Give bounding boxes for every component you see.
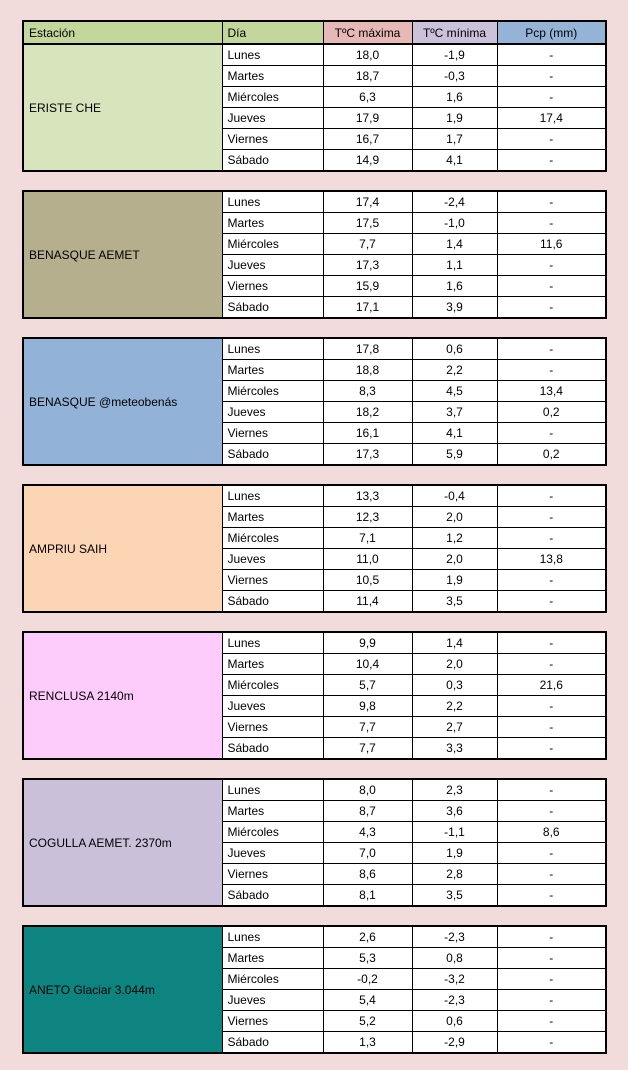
day-cell: Lunes	[222, 191, 323, 213]
pcp-cell: -	[497, 255, 606, 276]
day-cell: Sábado	[222, 297, 323, 319]
pcp-cell: -	[497, 423, 606, 444]
pcp-cell: -	[497, 738, 606, 760]
tmax-cell: 18,0	[323, 44, 412, 66]
station-name: COGULLA AEMET. 2370m	[23, 779, 222, 906]
station-table-ampriu-saih	[22, 484, 607, 613]
day-cell: Viernes	[222, 129, 323, 150]
table-row	[23, 44, 606, 66]
tmin-cell: 2,7	[412, 717, 497, 738]
day-cell: Sábado	[222, 444, 323, 466]
pcp-cell: 0,2	[497, 402, 606, 423]
table-row	[23, 338, 606, 360]
pcp-cell: -	[497, 779, 606, 801]
tmin-cell: -2,4	[412, 191, 497, 213]
tmax-cell: 5,3	[323, 948, 412, 969]
tmax-cell: 6,3	[323, 87, 412, 108]
pcp-cell: -	[497, 696, 606, 717]
tmin-cell: 2,0	[412, 654, 497, 675]
header-row	[23, 21, 606, 44]
pcp-cell: -	[497, 1011, 606, 1032]
tmax-cell: 7,0	[323, 843, 412, 864]
tmin-cell: -2,9	[412, 1032, 497, 1054]
header-pcp: Pcp (mm)	[497, 21, 606, 44]
pcp-cell: -	[497, 276, 606, 297]
tmin-cell: 5,9	[412, 444, 497, 466]
station-table-cogulla	[22, 778, 607, 907]
pcp-cell: -	[497, 360, 606, 381]
tmax-cell: 4,3	[323, 822, 412, 843]
pcp-cell: -	[497, 969, 606, 990]
tmax-cell: 17,3	[323, 255, 412, 276]
tmax-cell: 17,1	[323, 297, 412, 319]
day-cell: Lunes	[222, 44, 323, 66]
tmin-cell: -3,2	[412, 969, 497, 990]
day-cell: Miércoles	[222, 822, 323, 843]
day-cell: Martes	[222, 948, 323, 969]
tmax-cell: 17,8	[323, 338, 412, 360]
tmin-cell: 3,6	[412, 801, 497, 822]
tmax-cell: 8,6	[323, 864, 412, 885]
day-cell: Martes	[222, 507, 323, 528]
tmin-cell: 3,5	[412, 885, 497, 907]
tmin-cell: 3,7	[412, 402, 497, 423]
pcp-cell: -	[497, 485, 606, 507]
header-temp-minima: TºC mínima	[412, 21, 497, 44]
day-cell: Jueves	[222, 255, 323, 276]
tmin-cell: 4,5	[412, 381, 497, 402]
pcp-cell: -	[497, 885, 606, 907]
tmax-cell: 2,6	[323, 926, 412, 948]
day-cell: Jueves	[222, 549, 323, 570]
day-cell: Viernes	[222, 276, 323, 297]
tmax-cell: 10,5	[323, 570, 412, 591]
pcp-cell: 11,6	[497, 234, 606, 255]
station-name: ERISTE CHE	[23, 44, 222, 171]
day-cell: Miércoles	[222, 969, 323, 990]
station-table-eriste-che	[22, 20, 607, 172]
pcp-cell: 17,4	[497, 108, 606, 129]
day-cell: Martes	[222, 213, 323, 234]
station-table-benasque-meteobenas	[22, 337, 607, 466]
day-cell: Viernes	[222, 717, 323, 738]
tmax-cell: -0,2	[323, 969, 412, 990]
pcp-cell: -	[497, 129, 606, 150]
day-cell: Jueves	[222, 108, 323, 129]
day-cell: Miércoles	[222, 381, 323, 402]
tmin-cell: 2,0	[412, 549, 497, 570]
day-cell: Lunes	[222, 779, 323, 801]
pcp-cell: 13,4	[497, 381, 606, 402]
tmin-cell: 3,9	[412, 297, 497, 319]
pcp-cell: -	[497, 191, 606, 213]
day-cell: Jueves	[222, 696, 323, 717]
day-cell: Miércoles	[222, 675, 323, 696]
tmax-cell: 17,4	[323, 191, 412, 213]
tmin-cell: 2,2	[412, 696, 497, 717]
tmax-cell: 16,1	[323, 423, 412, 444]
pcp-cell: -	[497, 948, 606, 969]
day-cell: Sábado	[222, 591, 323, 613]
station-table-benasque-aemet	[22, 190, 607, 319]
tmin-cell: 0,6	[412, 1011, 497, 1032]
tmax-cell: 8,3	[323, 381, 412, 402]
tmax-cell: 17,5	[323, 213, 412, 234]
station-name: AMPRIU SAIH	[23, 485, 222, 612]
day-cell: Viernes	[222, 570, 323, 591]
tmax-cell: 9,9	[323, 632, 412, 654]
tmax-cell: 5,4	[323, 990, 412, 1011]
tmax-cell: 7,7	[323, 738, 412, 760]
tmax-cell: 8,7	[323, 801, 412, 822]
day-cell: Miércoles	[222, 234, 323, 255]
table-row	[23, 632, 606, 654]
pcp-cell: -	[497, 150, 606, 172]
tmax-cell: 10,4	[323, 654, 412, 675]
pcp-cell: -	[497, 990, 606, 1011]
tmax-cell: 7,1	[323, 528, 412, 549]
tmin-cell: 0,6	[412, 338, 497, 360]
tmin-cell: 1,7	[412, 129, 497, 150]
tmax-cell: 5,2	[323, 1011, 412, 1032]
day-cell: Lunes	[222, 632, 323, 654]
pcp-cell: 0,2	[497, 444, 606, 466]
tmin-cell: 4,1	[412, 423, 497, 444]
station-name: RENCLUSA 2140m	[23, 632, 222, 759]
tmin-cell: -0,4	[412, 485, 497, 507]
tmin-cell: 1,1	[412, 255, 497, 276]
station-table-renclusa	[22, 631, 607, 760]
tmax-cell: 9,8	[323, 696, 412, 717]
tmin-cell: 2,0	[412, 507, 497, 528]
station-name: BENASQUE AEMET	[23, 191, 222, 318]
tmax-cell: 8,0	[323, 779, 412, 801]
tmin-cell: 1,4	[412, 234, 497, 255]
tmax-cell: 18,8	[323, 360, 412, 381]
tmin-cell: -2,3	[412, 990, 497, 1011]
tmin-cell: 1,2	[412, 528, 497, 549]
day-cell: Martes	[222, 801, 323, 822]
day-cell: Jueves	[222, 990, 323, 1011]
pcp-cell: -	[497, 570, 606, 591]
day-cell: Martes	[222, 66, 323, 87]
day-cell: Jueves	[222, 402, 323, 423]
tmax-cell: 17,3	[323, 444, 412, 466]
tmin-cell: -2,3	[412, 926, 497, 948]
tmin-cell: 1,9	[412, 570, 497, 591]
pcp-cell: -	[497, 717, 606, 738]
day-cell: Sábado	[222, 1032, 323, 1054]
tmax-cell: 18,7	[323, 66, 412, 87]
pcp-cell: -	[497, 44, 606, 66]
tmax-cell: 1,3	[323, 1032, 412, 1054]
day-cell: Viernes	[222, 864, 323, 885]
tmin-cell: -1,9	[412, 44, 497, 66]
day-cell: Sábado	[222, 738, 323, 760]
tmin-cell: 2,2	[412, 360, 497, 381]
tmin-cell: 4,1	[412, 150, 497, 172]
table-row	[23, 779, 606, 801]
day-cell: Sábado	[222, 150, 323, 172]
tmin-cell: 1,6	[412, 87, 497, 108]
day-cell: Martes	[222, 654, 323, 675]
header-temp-maxima: TºC máxima	[323, 21, 412, 44]
day-cell: Miércoles	[222, 528, 323, 549]
pcp-cell: -	[497, 632, 606, 654]
pcp-cell: -	[497, 528, 606, 549]
tmax-cell: 8,1	[323, 885, 412, 907]
day-cell: Viernes	[222, 423, 323, 444]
pcp-cell: -	[497, 338, 606, 360]
pcp-cell: -	[497, 1032, 606, 1054]
header-estacion: Estación	[23, 21, 222, 44]
station-name: ANETO Glaciar 3.044m	[23, 926, 222, 1053]
pcp-cell: -	[497, 654, 606, 675]
pcp-cell: 21,6	[497, 675, 606, 696]
tmin-cell: 1,9	[412, 843, 497, 864]
tmin-cell: -0,3	[412, 66, 497, 87]
tmin-cell: 2,8	[412, 864, 497, 885]
tmin-cell: 0,3	[412, 675, 497, 696]
tmax-cell: 17,9	[323, 108, 412, 129]
pcp-cell: -	[497, 801, 606, 822]
tmin-cell: 1,6	[412, 276, 497, 297]
tmin-cell: -1,0	[412, 213, 497, 234]
pcp-cell: -	[497, 87, 606, 108]
day-cell: Lunes	[222, 338, 323, 360]
tmax-cell: 12,3	[323, 507, 412, 528]
day-cell: Viernes	[222, 1011, 323, 1032]
pcp-cell: 13,8	[497, 549, 606, 570]
pcp-cell: -	[497, 297, 606, 319]
header-dia: Día	[222, 21, 323, 44]
tmin-cell: 1,9	[412, 108, 497, 129]
pcp-cell: -	[497, 507, 606, 528]
tmin-cell: 0,8	[412, 948, 497, 969]
station-name: BENASQUE @meteobenás	[23, 338, 222, 465]
pcp-cell: -	[497, 926, 606, 948]
pcp-cell: -	[497, 864, 606, 885]
day-cell: Sábado	[222, 885, 323, 907]
tmax-cell: 11,4	[323, 591, 412, 613]
tmax-cell: 15,9	[323, 276, 412, 297]
pcp-cell: 8,6	[497, 822, 606, 843]
tmin-cell: -1,1	[412, 822, 497, 843]
tmin-cell: 1,4	[412, 632, 497, 654]
tmax-cell: 11,0	[323, 549, 412, 570]
day-cell: Miércoles	[222, 87, 323, 108]
tmax-cell: 5,7	[323, 675, 412, 696]
table-row	[23, 191, 606, 213]
pcp-cell: -	[497, 843, 606, 864]
tmax-cell: 16,7	[323, 129, 412, 150]
station-table-aneto	[22, 925, 607, 1054]
day-cell: Jueves	[222, 843, 323, 864]
tmax-cell: 14,9	[323, 150, 412, 172]
day-cell: Lunes	[222, 485, 323, 507]
pcp-cell: -	[497, 66, 606, 87]
tmax-cell: 7,7	[323, 234, 412, 255]
tmax-cell: 13,3	[323, 485, 412, 507]
table-row	[23, 485, 606, 507]
day-cell: Martes	[222, 360, 323, 381]
tmax-cell: 18,2	[323, 402, 412, 423]
tmin-cell: 3,3	[412, 738, 497, 760]
pcp-cell: -	[497, 213, 606, 234]
tmax-cell: 7,7	[323, 717, 412, 738]
table-row	[23, 926, 606, 948]
day-cell: Lunes	[222, 926, 323, 948]
tmin-cell: 2,3	[412, 779, 497, 801]
tmin-cell: 3,5	[412, 591, 497, 613]
pcp-cell: -	[497, 591, 606, 613]
